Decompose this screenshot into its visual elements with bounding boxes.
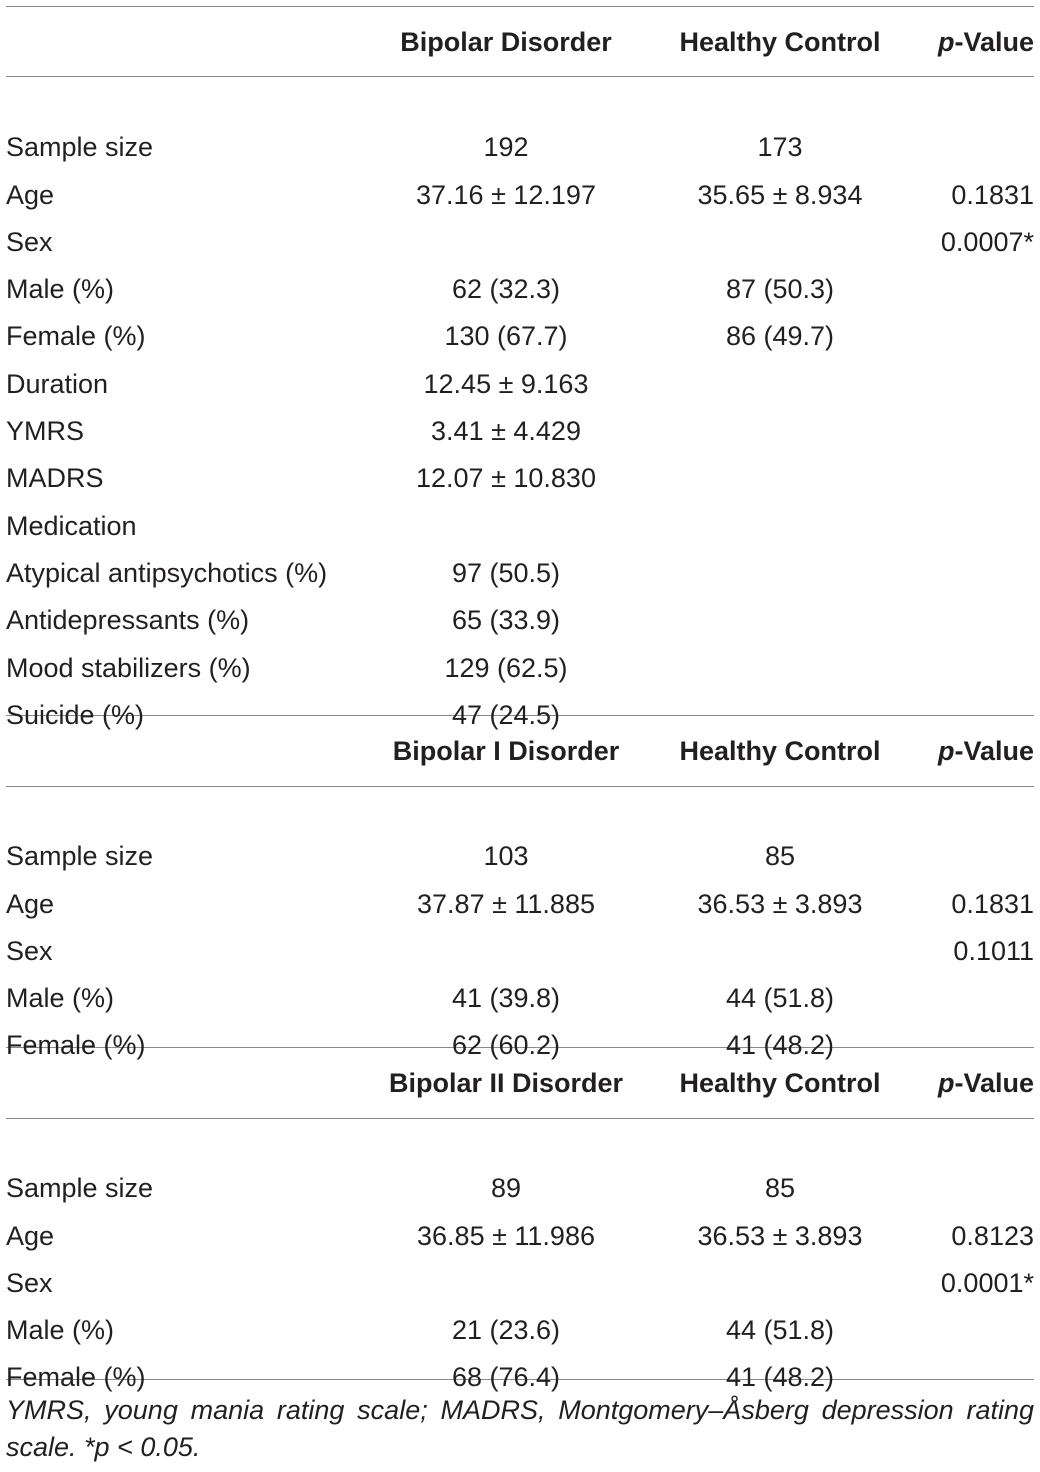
table-row bbox=[6, 833, 1034, 880]
table-row bbox=[6, 1307, 1034, 1354]
row-label: Sample size bbox=[6, 132, 154, 163]
group-value: 130 (67.7) bbox=[444, 321, 568, 352]
control-value: 44 (51.8) bbox=[725, 1315, 835, 1346]
table-row bbox=[6, 1213, 1034, 1260]
row-label: Female (%) bbox=[6, 1030, 146, 1061]
row-label: Sample size bbox=[6, 1173, 154, 1204]
group-value bbox=[368, 503, 644, 550]
header-group: Bipolar I Disorder bbox=[392, 736, 620, 766]
header-group: Bipolar Disorder bbox=[400, 27, 612, 57]
row-label: Male (%) bbox=[6, 1315, 115, 1346]
group-value: 192 bbox=[483, 132, 529, 163]
p-value bbox=[916, 550, 1034, 597]
row-label: Male (%) bbox=[6, 274, 115, 305]
table-row bbox=[6, 1165, 1034, 1212]
p-value: 0.0001* bbox=[940, 1267, 1034, 1298]
header-control: Healthy Control bbox=[679, 27, 881, 57]
row-label: Sex bbox=[6, 1267, 53, 1298]
table-row bbox=[6, 124, 1034, 171]
group-value bbox=[368, 1260, 644, 1307]
header-blank bbox=[6, 7, 368, 77]
table-row bbox=[6, 313, 1034, 360]
p-value bbox=[916, 361, 1034, 408]
control-value bbox=[644, 928, 916, 975]
row-label: Male (%) bbox=[6, 983, 115, 1014]
group-value: 36.85 ± 11.986 bbox=[417, 1220, 595, 1251]
control-value: 35.65 ± 8.934 bbox=[697, 179, 863, 210]
group-value: 129 (62.5) bbox=[444, 652, 568, 683]
p-value bbox=[916, 1165, 1034, 1212]
p-value: 0.1831 bbox=[951, 888, 1034, 919]
control-value bbox=[644, 219, 916, 266]
table-row bbox=[6, 881, 1034, 928]
p-value: 0.1831 bbox=[951, 179, 1034, 210]
control-value: 86 (49.7) bbox=[725, 321, 835, 352]
table-row bbox=[6, 550, 1034, 597]
control-value bbox=[644, 361, 916, 408]
p-value bbox=[916, 1307, 1034, 1354]
header-control: Healthy Control bbox=[679, 736, 881, 766]
p-value bbox=[916, 975, 1034, 1022]
p-value bbox=[916, 124, 1034, 171]
table-footnote: YMRS, young mania rating scale; MADRS, Montgomery–Åsberg depression rating scale. *p < 0.05. bbox=[6, 1395, 1034, 1462]
group-value: 62 (60.2) bbox=[451, 1030, 561, 1061]
group-value: 47 (24.5) bbox=[451, 699, 561, 730]
table-row bbox=[6, 455, 1034, 502]
group-value: 97 (50.5) bbox=[451, 557, 561, 588]
header-blank bbox=[6, 1048, 368, 1118]
row-label: Age bbox=[6, 1220, 55, 1251]
table-row bbox=[6, 1260, 1034, 1307]
row-label: Mood stabilizers (%) bbox=[6, 652, 251, 683]
group-value bbox=[368, 219, 644, 266]
section-bipolar-ii-disorder bbox=[6, 1048, 1034, 1402]
header-p-value: p-Value bbox=[937, 27, 1034, 57]
table-row bbox=[6, 361, 1034, 408]
control-value: 87 (50.3) bbox=[725, 274, 835, 305]
row-label: Sex bbox=[6, 935, 53, 966]
row-label: YMRS bbox=[6, 416, 85, 447]
header-p-value: p-Value bbox=[937, 736, 1034, 766]
p-value bbox=[916, 408, 1034, 455]
p-value bbox=[916, 266, 1034, 313]
table-row bbox=[6, 172, 1034, 219]
table-row bbox=[6, 645, 1034, 692]
table-row bbox=[6, 266, 1034, 313]
group-value: 62 (32.3) bbox=[451, 274, 561, 305]
header-p-value: p-Value bbox=[937, 1068, 1034, 1098]
control-value: 36.53 ± 3.893 bbox=[697, 888, 863, 919]
control-value: 85 bbox=[764, 841, 796, 872]
p-value bbox=[916, 645, 1034, 692]
p-value: 0.8123 bbox=[951, 1220, 1034, 1251]
row-label: Duration bbox=[6, 368, 109, 399]
header-blank bbox=[6, 716, 368, 786]
table-row bbox=[6, 219, 1034, 266]
row-label: Medication bbox=[6, 510, 137, 541]
p-value bbox=[916, 833, 1034, 880]
control-value: 85 bbox=[764, 1173, 796, 1204]
group-value: 68 (76.4) bbox=[451, 1362, 561, 1393]
control-value: 41 (48.2) bbox=[725, 1362, 835, 1393]
group-value: 12.45 ± 9.163 bbox=[423, 368, 589, 399]
row-label: Sample size bbox=[6, 841, 154, 872]
header-row bbox=[6, 1048, 1034, 1118]
group-value bbox=[368, 928, 644, 975]
section-bipolar-disorder bbox=[6, 7, 1034, 739]
group-value: 41 (39.8) bbox=[451, 983, 561, 1014]
row-label: Sex bbox=[6, 226, 53, 257]
table-row bbox=[6, 503, 1034, 550]
p-value: 0.1011 bbox=[953, 935, 1034, 966]
header-row bbox=[6, 716, 1034, 786]
header-control: Healthy Control bbox=[679, 1068, 881, 1098]
row-label: Suicide (%) bbox=[6, 699, 145, 730]
group-value: 37.16 ± 12.197 bbox=[416, 179, 596, 210]
control-value bbox=[644, 455, 916, 502]
control-value: 36.53 ± 3.893 bbox=[697, 1220, 863, 1251]
row-label: Atypical antipsychotics (%) bbox=[6, 557, 328, 588]
group-value: 89 bbox=[490, 1173, 522, 1204]
section-bipolar-i-disorder bbox=[6, 716, 1034, 1070]
control-value: 44 (51.8) bbox=[725, 983, 835, 1014]
p-value bbox=[916, 597, 1034, 644]
control-value bbox=[644, 550, 916, 597]
p-value bbox=[916, 313, 1034, 360]
group-value: 37.87 ± 11.885 bbox=[417, 888, 595, 919]
control-value bbox=[644, 503, 916, 550]
header-row bbox=[6, 7, 1034, 77]
table-row bbox=[6, 597, 1034, 644]
p-value bbox=[916, 455, 1034, 502]
group-value: 3.41 ± 4.429 bbox=[431, 416, 581, 447]
table-row bbox=[6, 975, 1034, 1022]
group-value: 103 bbox=[483, 841, 529, 872]
group-value: 12.07 ± 10.830 bbox=[416, 463, 596, 494]
row-label: Female (%) bbox=[6, 321, 146, 352]
table-row bbox=[6, 408, 1034, 455]
group-value: 65 (33.9) bbox=[451, 605, 561, 636]
table-row bbox=[6, 928, 1034, 975]
row-label: Age bbox=[6, 179, 55, 210]
header-group: Bipolar II Disorder bbox=[388, 1068, 624, 1098]
control-value bbox=[644, 645, 916, 692]
group-value: 21 (23.6) bbox=[451, 1315, 561, 1346]
row-label: Female (%) bbox=[6, 1362, 146, 1393]
row-label: Antidepressants (%) bbox=[6, 605, 250, 636]
control-value: 41 (48.2) bbox=[725, 1030, 835, 1061]
control-value: 173 bbox=[757, 132, 803, 163]
row-label: Age bbox=[6, 888, 55, 919]
control-value bbox=[644, 597, 916, 644]
p-value: 0.0007* bbox=[940, 226, 1034, 257]
p-value bbox=[916, 503, 1034, 550]
control-value bbox=[644, 1260, 916, 1307]
row-label: MADRS bbox=[6, 463, 104, 494]
control-value bbox=[644, 408, 916, 455]
